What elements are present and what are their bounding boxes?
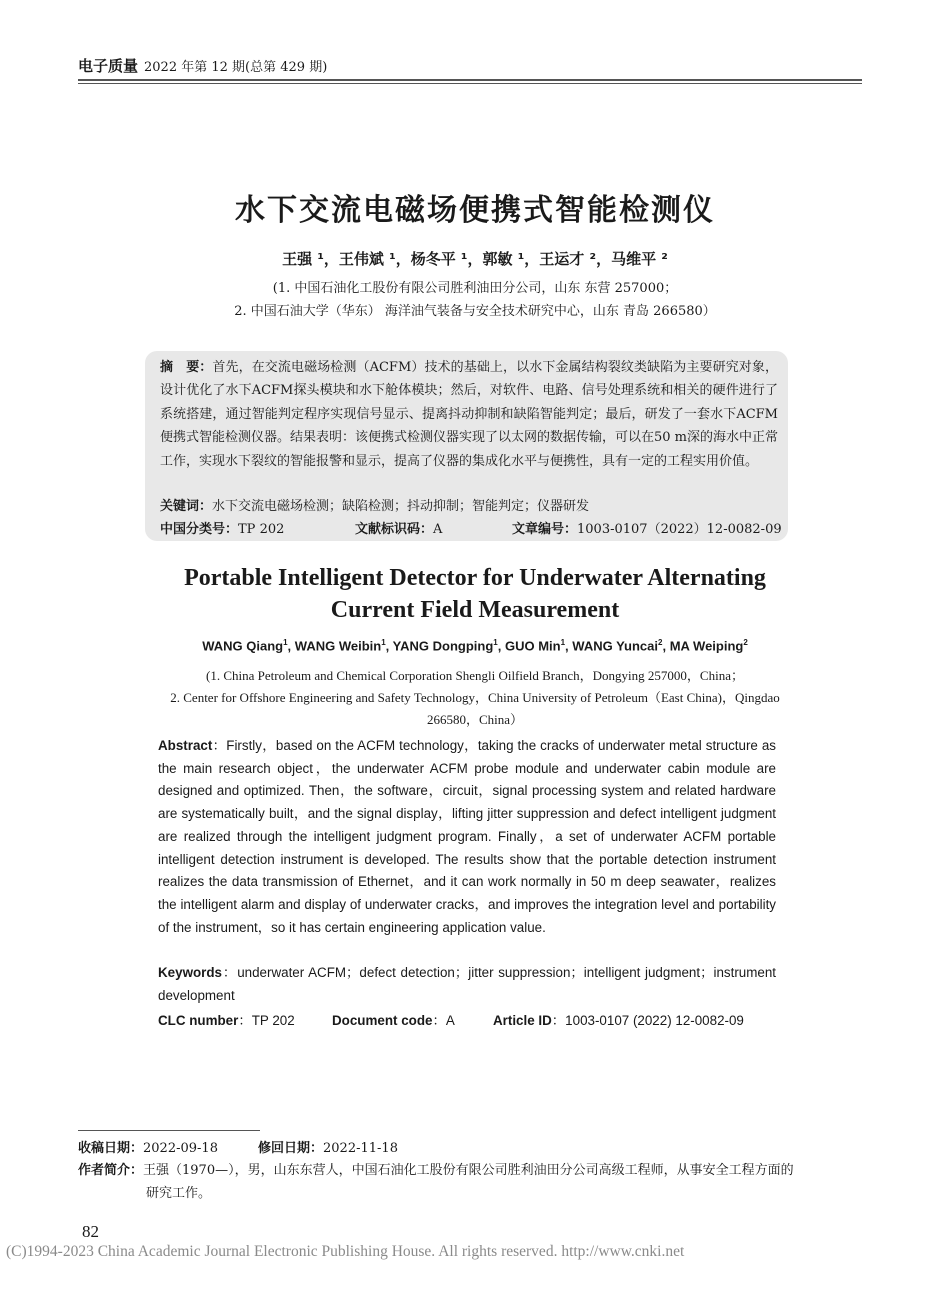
- english-affiliation-3: 266580，China）: [426, 712, 524, 727]
- chinese-abstract: [160, 356, 778, 473]
- page-number: 82: [82, 1222, 99, 1241]
- chinese-doc-code: [355, 518, 442, 537]
- chinese-title: 水下交流电磁场便携式智能检测仪: [235, 193, 715, 228]
- copyright-watermark: (C)1994-2023 China Academic Journal Electronic Publishing House. All rights reserved. http://www.cnki.net: [6, 1243, 685, 1260]
- doc-code-value: A: [433, 522, 443, 537]
- author-affil-mark: 2: [743, 638, 748, 647]
- abstract-body: 首先，在交流电磁场检测（ACFM）技术的基础上，以水下金属结构裂纹类缺陷为主要研究对象，设计优化了水下ACFM探头模块和水下舱体模块；然后，对软件、电路、信号处理系统和相关的硬件进行了系统搭建，通过智能判定程序实现信号显示、提离抖动抑制和缺陷智能判定；最后，研发了一套水下ACFM便携式智能检测仪器。结果表明：该便携式检测仪器实现了以太网的数据传输，可以在50 m深的海水中正常工作，实现水下裂纹的智能报警和显示，提高了仪器的集成化水平与便携性，具有一定的工程实用价值。: [160, 360, 779, 469]
- english-clc: [158, 1010, 295, 1029]
- chinese-affiliation-2: 2. 中国石油大学（华东） 海洋油气装备与安全技术研究中心，山东 青岛 266580）: [234, 304, 716, 319]
- clc-label: 中国分类号：: [160, 522, 239, 537]
- journal-name: 电子质量: [78, 57, 139, 75]
- english-doc-code: [332, 1010, 455, 1029]
- author-name: WANG Yuncai: [572, 638, 658, 654]
- chinese-clc: [160, 518, 284, 537]
- author-name: YANG Dongping: [392, 638, 494, 654]
- author-affil-mark: 1: [493, 638, 498, 647]
- footnote-rule: [78, 1130, 260, 1131]
- chinese-affiliation-1: (1. 中国石油化工股份有限公司胜利油田分公司，山东 东营 257000；: [272, 281, 678, 296]
- english-affiliation-1: (1. China Petroleum and Chemical Corporation Shengli Oilfield Branch，Dongying 257000，China；: [206, 668, 744, 683]
- english-doc-code-value: ：A: [432, 1013, 455, 1028]
- keywords-label: 关键词：: [160, 499, 213, 514]
- english-abstract-body: ：Firstly，based on the ACFM technology，taking the cracks of underwater metal structure as the main research object，the underwater ACFM probe module and underwater cabin module are designed and optimized. Then，the software，circuit，signal processing system and related hardware are systematically built，and the signal display，lifting jitter suppression and defect intelligent judgment are realized through the intelligent judgment program. Finally，a set of underwater ACFM portable intelligent detection instrument is developed. The results show that the portable detection instrument realizes the data transmission of Ethernet，and it can work normally in 50 m deep seawater，realizes the intelligent alarm and display of underwater cracks，and improves the integration level and portability of the instrument，so it has certain engineering application value.: [158, 738, 776, 935]
- article-id-label: 文章编号：: [512, 522, 578, 537]
- received-value: 2022-09-18: [143, 1141, 218, 1156]
- english-doc-code-label: Document code: [332, 1013, 433, 1028]
- revised-value: 2022-11-18: [323, 1141, 398, 1156]
- abstract-label: 摘 要：: [160, 360, 213, 375]
- author-bio: [78, 1159, 794, 1178]
- english-article-id: [493, 1010, 744, 1029]
- english-authors: WANG Qiang$^1$, WANG Weibin$^1$, YANG Dongping$^1$, GUO Min$^1$, WANG Yuncai$^2$, MA Weiping$^2$: [202, 638, 748, 654]
- doc-code-label: 文献标识码：: [355, 522, 434, 537]
- english-affiliation-2: 2. Center for Offshore Engineering and Safety Technology，China University of Petroleum（East China)，Qingdao: [170, 690, 780, 705]
- article-id-value: 1003-0107（2022）12-0082-09: [577, 522, 782, 537]
- author-name: WANG Weibin: [294, 638, 382, 654]
- running-header: [78, 55, 327, 76]
- author-affil-mark: 1: [381, 638, 386, 647]
- english-article-id-value: ：1003-0107 (2022) 12-0082-09: [551, 1013, 744, 1028]
- english-abstract-label: Abstract: [158, 738, 213, 753]
- english-clc-label: CLC number: [158, 1013, 239, 1028]
- revised-label: 修回日期：: [258, 1141, 324, 1156]
- clc-value: TP 202: [238, 522, 285, 537]
- received-date: [78, 1137, 218, 1156]
- english-title: [0, 562, 950, 626]
- chinese-authors: 王强 ¹，王伟斌 ¹，杨冬平 ¹，郭敏 ¹，王运才 ²，马维平 ²: [282, 250, 668, 268]
- english-clc-value: ：TP 202: [238, 1013, 295, 1028]
- author-affil-mark: 1: [283, 638, 288, 647]
- header-rule-thin: [78, 83, 862, 84]
- english-keywords: [158, 962, 776, 1007]
- author-name: WANG Qiang: [202, 638, 284, 654]
- author-name: MA Weiping: [669, 638, 744, 654]
- issue-info: 2022 年第 12 期(总第 429 期): [144, 60, 328, 75]
- author-affil-mark: 1: [560, 638, 566, 647]
- bio-label: 作者简介：: [78, 1163, 144, 1178]
- received-label: 收稿日期：: [78, 1141, 144, 1156]
- chinese-keywords: [160, 495, 589, 514]
- english-keywords-label: Keywords: [158, 965, 222, 980]
- chinese-article-id: [512, 518, 782, 537]
- revised-date: [258, 1137, 398, 1156]
- keywords-value: 水下交流电磁场检测；缺陷检测；抖动抑制；智能判定；仪器研发: [212, 499, 590, 514]
- english-abstract: [158, 735, 776, 939]
- english-title-line-2: Current Field Measurement: [330, 597, 620, 623]
- header-rule: [78, 79, 862, 81]
- bio-line-1: 王强（1970—），男，山东东营人，中国石油化工股份有限公司胜利油田分公司高级工程师，从事安全工程方面的: [143, 1163, 794, 1178]
- english-title-line-1: Portable Intelligent Detector for Underwater Alternating: [184, 565, 766, 591]
- author-affil-mark: 2: [658, 638, 663, 647]
- english-keywords-value: ：underwater ACFM；defect detection；jitter suppression；intelligent judgment；instrument development: [158, 965, 776, 1003]
- author-name: GUO Min: [504, 638, 561, 654]
- english-article-id-label: Article ID: [493, 1013, 552, 1028]
- author-bio-continued: 研究工作。: [146, 1186, 212, 1201]
